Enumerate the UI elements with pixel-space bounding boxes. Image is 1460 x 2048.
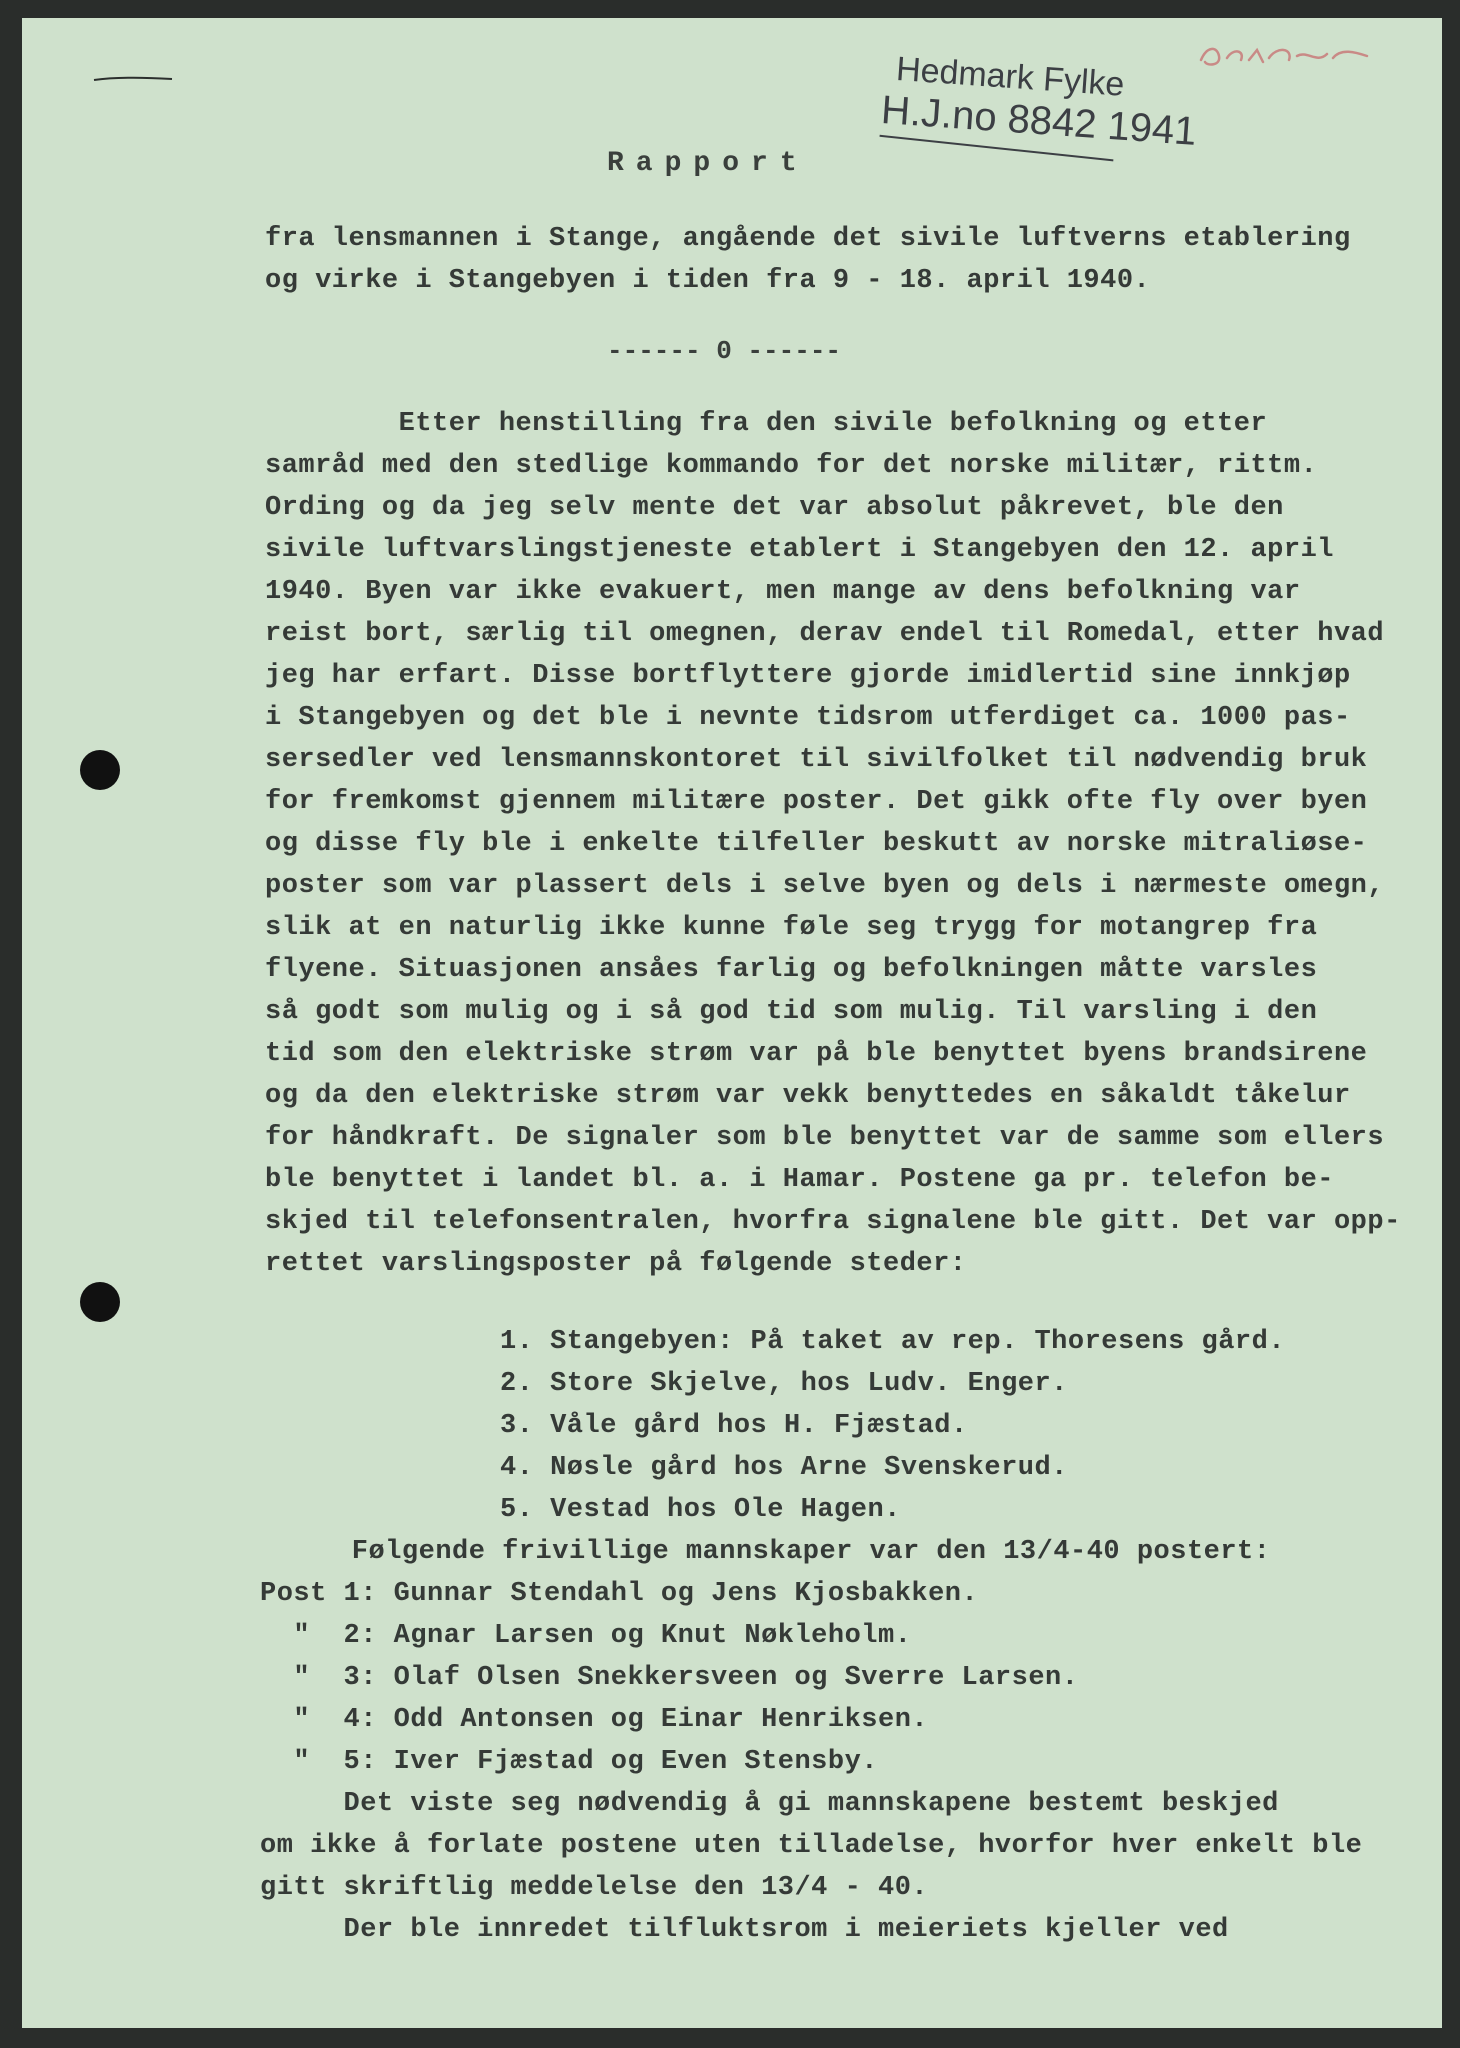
body-line: så godt som mulig og i så god tid som mulig. Til varsling i den [265, 997, 1318, 1027]
post-item: 5. Vestad hos Ole Hagen. [500, 1495, 901, 1525]
pen-mark [92, 74, 174, 84]
handwritten-red-mark [1197, 40, 1372, 70]
body-line: og da den elektriske strøm var vekk benyttedes en såkaldt tåkelur [265, 1081, 1351, 1111]
body-line: sersedler ved lensmannskontoret til sivilfolket til nødvendig bruk [265, 745, 1368, 775]
volunteer-post: " 2: Agnar Larsen og Knut Nøkleholm. [260, 1621, 912, 1651]
closing-line: om ikke å forlate postene uten tilladelse, hvorfor hver enkelt ble [260, 1831, 1363, 1861]
closing-line: gitt skriftlig meddelelse den 13/4 - 40. [260, 1873, 929, 1903]
post-item: 1. Stangebyen: På taket av rep. Thoresens gård. [500, 1327, 1286, 1357]
body-line: 1940. Byen var ikke evakuert, men mange av dens befolkning var [265, 577, 1301, 607]
body-line: Ording og da jeg selv mente det var absolut påkrevet, ble den [265, 493, 1284, 523]
volunteer-post: Post 1: Gunnar Stendahl og Jens Kjosbakken. [260, 1579, 979, 1609]
body-line: i Stangebyen og det ble i nevnte tidsrom utferdiget ca. 1000 pas- [265, 703, 1351, 733]
body-line: poster som var plassert dels i selve byen og dels i nærmeste omegn, [265, 871, 1385, 901]
punch-hole-lower [80, 1282, 120, 1322]
stamp-journal-number: 8842 [1006, 96, 1099, 147]
volunteers-intro: Følgende frivillige mannskaper var den 13/4-40 postert: [285, 1537, 1271, 1567]
body-line: samråd med den stedlige kommando for det norske militær, rittm. [265, 451, 1318, 481]
body-line: sivile luftvarslingstjeneste etablert i Stangebyen den 12. april [265, 535, 1334, 565]
post-item: 3. Våle gård hos H. Fjæstad. [500, 1411, 968, 1441]
body-line: reist bort, særlig til omegnen, derav endel til Romedal, etter hvad [265, 619, 1385, 649]
body-line: og disse fly ble i enkelte tilfeller beskutt av norske mitraliøse- [265, 829, 1368, 859]
stamp-journal-prefix: H.J.no [879, 88, 999, 140]
punch-hole-upper [80, 750, 120, 790]
post-item: 4. Nøsle gård hos Arne Svenskerud. [500, 1453, 1068, 1483]
report-title: Rapport [607, 148, 809, 179]
volunteer-post: " 4: Odd Antonsen og Einar Henriksen. [260, 1705, 929, 1735]
document-page [22, 18, 1442, 2028]
body-line: for håndkraft. De signaler som ble benyttet var de samme som ellers [265, 1123, 1385, 1153]
closing-line: Der ble innredet tilfluktsrom i meieriets kjeller ved [260, 1915, 1229, 1945]
body-line: slik at en naturlig ikke kunne føle seg trygg for motangrep fra [265, 913, 1318, 943]
body-line: flyene. Situasjonen ansåes farlig og befolkningen måtte varsles [265, 955, 1318, 985]
body-line: tid som den elektriske strøm var på ble benyttet byens brandsirene [265, 1039, 1368, 1069]
stamp-organization: Hedmark Fylke [894, 49, 1126, 104]
volunteer-post: " 3: Olaf Olsen Snekkersveen og Sverre Larsen. [260, 1663, 1079, 1693]
body-line: ble benyttet i landet bl. a. i Hamar. Postene ga pr. telefon be- [265, 1165, 1334, 1195]
journal-stamp [879, 49, 1200, 163]
body-line: rettet varslingsposter på følgende steder: [265, 1249, 967, 1279]
post-item: 2. Store Skjelve, hos Ludv. Enger. [500, 1369, 1068, 1399]
separator: ------ 0 ------ [607, 336, 842, 366]
subtitle-line-1: fra lensmannen i Stange, angående det sivile luftverns etablering [265, 224, 1351, 254]
body-line: Etter henstilling fra den sivile befolkning og etter [265, 409, 1268, 439]
stamp-year: 1941 [1106, 103, 1198, 154]
body-line: jeg har erfart. Disse bortflyttere gjorde imidlertid sine innkjøp [265, 661, 1351, 691]
subtitle-line-2: og virke i Stangebyen i tiden fra 9 - 18. april 1940. [265, 266, 1151, 296]
body-line: for fremkomst gjennem militære poster. Det gikk ofte fly over byen [265, 787, 1368, 817]
body-line: skjed til telefonsentralen, hvorfra signalene ble gitt. Det var opp- [265, 1207, 1401, 1237]
closing-line: Det viste seg nødvendig å gi mannskapene bestemt beskjed [260, 1789, 1279, 1819]
volunteer-post: " 5: Iver Fjæstad og Even Stensby. [260, 1747, 878, 1777]
